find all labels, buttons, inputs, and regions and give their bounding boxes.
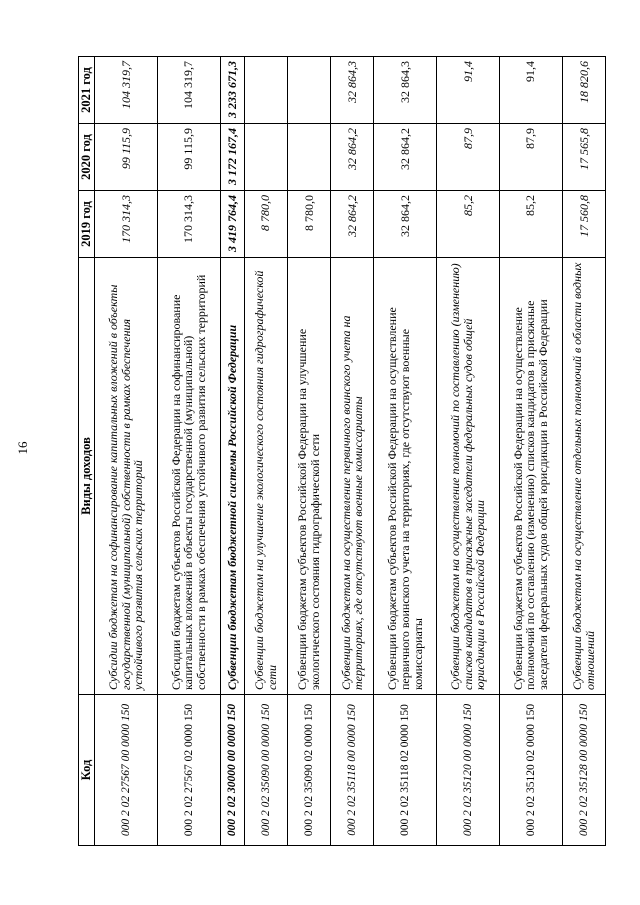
- cell-2020: 87,9: [437, 124, 500, 191]
- cell-2019: 170 314,3: [157, 191, 220, 258]
- table-row: [331, 57, 374, 846]
- cell-2021: 32 864,3: [374, 57, 437, 124]
- header-2019: 2019 год: [79, 191, 95, 258]
- cell-2019: 32 864,2: [331, 191, 374, 258]
- cell-2021: [287, 57, 330, 124]
- cell-name: Субвенции бюджетам бюджетной системы Российской Федерации: [220, 258, 244, 695]
- table-body: [95, 57, 606, 846]
- cell-name: Субсидии бюджетам на софинансирование капитальных вложений в объекты государственной (муниципальной) собственности в рамках обеспечения устойчивого развития сельских территорий: [95, 258, 158, 695]
- cell-2020: 99 115,9: [95, 124, 158, 191]
- cell-code: 000 2 02 35118 00 0000 150: [331, 695, 374, 846]
- header-name: Виды доходов: [79, 258, 95, 695]
- table-row: [437, 57, 500, 846]
- cell-2020: 17 565,8: [562, 124, 605, 191]
- cell-2020: 32 864,2: [374, 124, 437, 191]
- cell-2021: 91,4: [499, 57, 562, 124]
- cell-code: 000 2 02 35118 02 0000 150: [374, 695, 437, 846]
- table-row: [287, 57, 330, 846]
- cell-2021: 104 319,7: [157, 57, 220, 124]
- cell-2020: 87,9: [499, 124, 562, 191]
- cell-2020: [287, 124, 330, 191]
- cell-2019: 3 419 764,4: [220, 191, 244, 258]
- table-row: [244, 57, 287, 846]
- cell-2021: 18 820,6: [562, 57, 605, 124]
- cell-2020: 32 864,2: [331, 124, 374, 191]
- table-row: [95, 57, 158, 846]
- cell-name: Субсидии бюджетам субъектов Российской Федерации на софинансирование капитальных вложений в объекты государственной (муниципальной) собственности в рамках обеспечения устойчивого развития сельских территорий: [157, 258, 220, 695]
- cell-2021: 104 319,7: [95, 57, 158, 124]
- cell-2020: [244, 124, 287, 191]
- table-row: [157, 57, 220, 846]
- cell-code: 000 2 02 27567 02 0000 150: [157, 695, 220, 846]
- cell-code: 000 2 02 35128 00 0000 150: [562, 695, 605, 846]
- cell-code: 000 2 02 35120 00 0000 150: [437, 695, 500, 846]
- revenue-table: [78, 56, 606, 846]
- header-2020: 2020 год: [79, 124, 95, 191]
- cell-2019: 85,2: [499, 191, 562, 258]
- cell-2019: 170 314,3: [95, 191, 158, 258]
- cell-2019: 8 780,0: [287, 191, 330, 258]
- cell-code: 000 2 02 35090 00 0000 150: [244, 695, 287, 846]
- cell-2019: 32 864,2: [374, 191, 437, 258]
- table-row: [562, 57, 605, 846]
- cell-name: Субвенции бюджетам на осуществление отдельных полномочий в области водных отношений: [562, 258, 605, 695]
- cell-2019: 8 780,0: [244, 191, 287, 258]
- cell-2020: 99 115,9: [157, 124, 220, 191]
- table-row: [220, 57, 244, 846]
- cell-code: 000 2 02 35120 02 0000 150: [499, 695, 562, 846]
- cell-name: Субвенции бюджетам субъектов Российской Федерации на осуществление полномочий по составлению (изменению) списков кандидатов в присяжные заседатели федеральных судов общей юрисдикции в Российской Федерации: [499, 258, 562, 695]
- cell-code: 000 2 02 35090 02 0000 150: [287, 695, 330, 846]
- cell-2020: 3 172 167,4: [220, 124, 244, 191]
- rotated-table-container: [78, 56, 606, 846]
- table-header-row: [79, 57, 95, 846]
- header-code: Код: [79, 695, 95, 846]
- cell-2019: 85,2: [437, 191, 500, 258]
- table-row: [374, 57, 437, 846]
- cell-2021: 91,4: [437, 57, 500, 124]
- cell-2021: 3 233 671,3: [220, 57, 244, 124]
- cell-2019: 17 560,8: [562, 191, 605, 258]
- cell-2021: [244, 57, 287, 124]
- table-row: [499, 57, 562, 846]
- header-2021: 2021 год: [79, 57, 95, 124]
- cell-name: Субвенции бюджетам субъектов Российской Федерации на улучшение экологического состояния гидрографической сети: [287, 258, 330, 695]
- cell-name: Субвенции бюджетам на осуществление полномочий по составлению (изменению) списков кандидатов в присяжные заседатели федеральных судов общей юрисдикции в Российской Федерации: [437, 258, 500, 695]
- page-number: 16: [15, 441, 30, 455]
- cell-name: Субвенции бюджетам на осуществление первичного воинского учета на территориях, где отсутствуют военные комиссариаты: [331, 258, 374, 695]
- cell-code: 000 2 02 27567 00 0000 150: [95, 695, 158, 846]
- cell-code: 000 2 02 30000 00 0000 150: [220, 695, 244, 846]
- cell-name: Субвенции бюджетам на улучшение экологического состояния гидрографической сети: [244, 258, 287, 695]
- cell-name: Субвенции бюджетам субъектов Российской Федерации на осуществление первичного воинского учета на территориях, где отсутствуют военные комиссариаты: [374, 258, 437, 695]
- cell-2021: 32 864,3: [331, 57, 374, 124]
